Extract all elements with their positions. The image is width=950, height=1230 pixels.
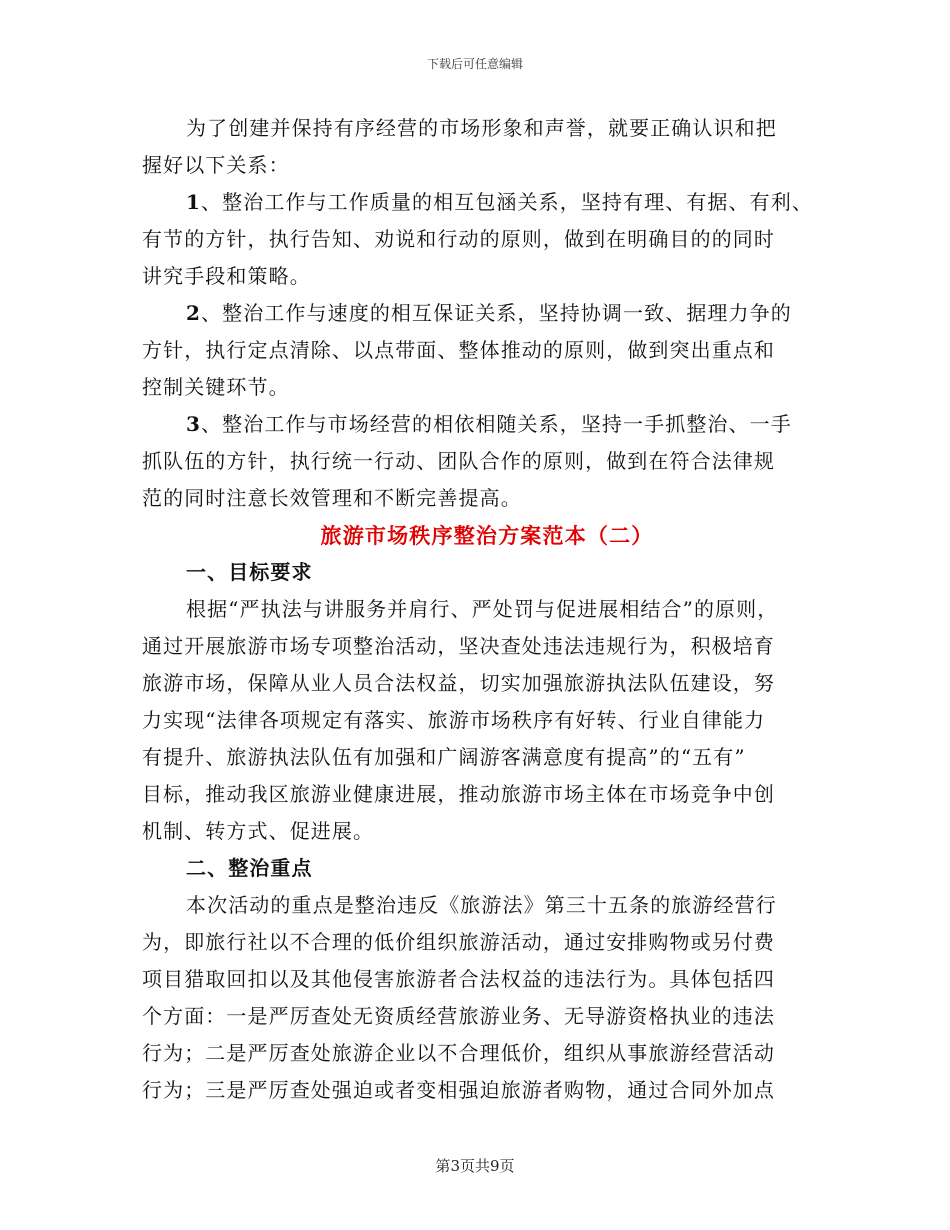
section-1-line-5: 有提升、旅游执法队伍有加强和广阔游客满意度有提高”的“五有”	[142, 745, 746, 769]
footer-total-pages: 9	[490, 1157, 500, 1175]
section-2-line-2: 为，即旅行社以不合理的低价组织旅游活动，通过安排购物或另付费	[142, 930, 775, 954]
relation-1-line-2: 有节的方针，执行告知、劝说和行动的原则，做到在明确目的的同时	[142, 227, 775, 251]
section-1-line-6: 目标，推动我区旅游业健康进展，推动旅游市场主体在市场竞争中创	[142, 782, 775, 806]
section-2-line-6: 行为；三是严厉查处强迫或者变相强迫旅游者购物，通过合同外加点	[142, 1078, 775, 1102]
page-footer	[0, 1155, 950, 1176]
section-1-line-2: 通过开展旅游市场专项整治活动，坚决查处违法违规行为，积极培育	[142, 634, 775, 658]
intro-line-1: 为了创建并保持有序经营的市场形象和声誉，就要正确认识和把	[186, 116, 777, 140]
relation-2-number: 2	[186, 301, 202, 325]
relation-2-line-1: 2、整治工作与速度的相互保证关系，坚持协调一致、据理力争的	[186, 301, 792, 325]
header-note: 下载后可任意编辑	[426, 57, 523, 71]
section-title: 旅游市场秩序整治方案范本（二）	[320, 523, 654, 548]
section-1-heading: 一、目标要求	[186, 560, 313, 584]
relation-1-line-1: 1、整治工作与工作质量的相互包涵关系，坚持有理、有据、有利、	[186, 190, 813, 214]
section-2-heading: 二、整治重点	[186, 856, 313, 880]
section-2-line-1: 本次活动的重点是整治违反《旅游法》第三十五条的旅游经营行	[186, 893, 777, 917]
relation-3-line-1: 3、整治工作与市场经营的相依相随关系，坚持一手抓整治、一手	[186, 412, 792, 436]
relation-2-line-3: 控制关键环节。	[142, 375, 290, 399]
section-1-line-7: 机制、转方式、促进展。	[142, 819, 375, 843]
section-2-line-3: 项目猎取回扣以及其他侵害旅游者合法权益的违法行为。具体包括四	[142, 967, 775, 991]
footer-middle: 页共	[459, 1157, 490, 1175]
section-2-line-4: 个方面：一是严厉查处无资质经营旅游业务、无导游资格执业的违法	[142, 1004, 775, 1028]
relation-3-line-2: 抓队伍的方针，执行统一行动、团队合作的原则，做到在符合法律规	[142, 449, 775, 473]
section-2-line-5: 行为；二是严厉查处旅游企业以不合理低价，组织从事旅游经营活动	[142, 1041, 775, 1065]
relation-3-line-3: 范的同时注意长效管理和不断完善提高。	[142, 486, 522, 510]
relation-3-number: 3	[186, 412, 202, 436]
relation-2-line-2: 方针，执行定点清除、以点带面、整体推动的原则，做到突出重点和	[142, 338, 775, 362]
section-1-line-1: 根据“严执法与讲服务并肩行、严处罚与促进展相结合”的原则，	[186, 597, 779, 621]
footer-suffix: 页	[499, 1157, 515, 1175]
footer-prefix: 第	[435, 1157, 451, 1175]
footer-current-page: 3	[450, 1157, 460, 1175]
section-1-line-3: 旅游市场，保障从业人员合法权益，切实加强旅游执法队伍建设，努	[142, 671, 775, 695]
relation-1-number: 1	[186, 190, 202, 214]
section-1-line-4: 力实现“法律各项规定有落实、旅游市场秩序有好转、行业自律能力	[142, 708, 766, 732]
intro-line-2: 握好以下关系：	[142, 153, 290, 177]
relation-1-line-3: 讲究手段和策略。	[142, 264, 311, 288]
document-body	[142, 110, 832, 1109]
